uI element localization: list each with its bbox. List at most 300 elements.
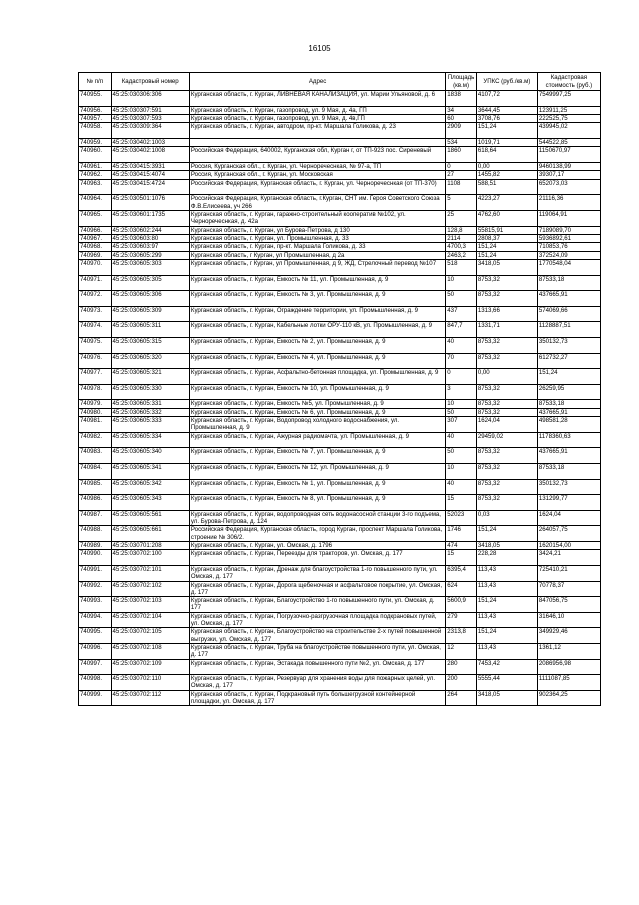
table-row xyxy=(79,123,601,139)
cell-cadastral-number: 45:25:030415:4724 xyxy=(111,179,189,195)
cell-number: 740964. xyxy=(79,195,112,211)
cell-number: 740971. xyxy=(79,275,112,291)
cell-number: 740976. xyxy=(79,353,112,369)
cell-cadastral-cost: 437665,91 xyxy=(537,448,600,464)
cell-upks: 8753,32 xyxy=(476,463,537,479)
cell-address: Курганская область, г Курган, ул Промышленная, д 9, ЖД, Стрелочный перевод №107 xyxy=(189,260,445,276)
cell-cadastral-cost: 3424,21 xyxy=(537,550,600,566)
cell-area: 2313,8 xyxy=(446,628,477,644)
cell-number: 740983. xyxy=(79,448,112,464)
cell-address: Курганская область, г. Курган, Емкость № 7, ул. Промышленная, д. 9 xyxy=(189,448,445,464)
cell-upks: 151,24 xyxy=(476,597,537,613)
cell-area: 437 xyxy=(446,306,477,322)
cell-number: 740970. xyxy=(79,260,112,276)
cell-area: 15 xyxy=(446,495,477,511)
cell-cadastral-cost: 350132,73 xyxy=(537,338,600,354)
cell-upks: 151,24 xyxy=(476,123,537,139)
cell-upks: 8753,32 xyxy=(476,353,537,369)
cell-address: Курганская область, г. Курган, Емкость № 3, ул. Промышленная, д. 9 xyxy=(189,291,445,307)
table-row xyxy=(79,171,601,179)
cell-upks: 228,28 xyxy=(476,550,537,566)
cell-cadastral-number: 45:25:030605:661 xyxy=(111,526,189,542)
cell-upks: 1313,66 xyxy=(476,306,537,322)
cell-address: Курганская область, г. Курган, Емкость № 1, ул. Промышленная, д. 9 xyxy=(189,479,445,495)
cell-number: 740974. xyxy=(79,322,112,338)
cell-upks: 8753,32 xyxy=(476,338,537,354)
cell-cadastral-number: 45:25:030605:332 xyxy=(111,408,189,416)
cell-number: 740960. xyxy=(79,147,112,163)
cell-upks: 1624,04 xyxy=(476,417,537,433)
table-row xyxy=(79,526,601,542)
cell-cadastral-number: 45:25:030605:309 xyxy=(111,306,189,322)
cell-cadastral-number: 45:25:030605:305 xyxy=(111,275,189,291)
cell-cadastral-number: 45:25:030605:333 xyxy=(111,417,189,433)
cell-address: Курганская область, г. Курган, Дренаж для благоустройства 1-го повышенного пути, ул. Омская, д. 177 xyxy=(189,565,445,581)
cell-address: Курганская область, г. Курган, ЛИВНЕВАЯ КАНАЛИЗАЦИЯ, ул. Марии Ульяновой, д. 6 xyxy=(189,91,445,107)
cell-cadastral-cost: 87533,18 xyxy=(537,275,600,291)
cell-area: 4700,3 xyxy=(446,243,477,251)
cell-number: 740988. xyxy=(79,526,112,542)
table-row xyxy=(79,432,601,448)
table-row xyxy=(79,565,601,581)
cell-cadastral-number: 45:25:030605:330 xyxy=(111,384,189,400)
cell-upks: 4762,60 xyxy=(476,210,537,226)
cell-upks: 7453,42 xyxy=(476,659,537,675)
cell-area: 40 xyxy=(446,479,477,495)
cell-upks: 3418,05 xyxy=(476,260,537,276)
cell-number: 740973. xyxy=(79,306,112,322)
cell-upks: 29459,02 xyxy=(476,432,537,448)
cell-cadastral-number: 45:25:030307:593 xyxy=(111,114,189,122)
cell-area: 307 xyxy=(446,417,477,433)
cell-number: 740977. xyxy=(79,369,112,385)
table-row xyxy=(79,338,601,354)
cell-number: 740990. xyxy=(79,550,112,566)
cell-upks: 1331,71 xyxy=(476,322,537,338)
cell-cadastral-number: 45:25:030306:306 xyxy=(111,91,189,107)
cell-address: Курганская область, г. Курган, Благоустройство на строительстве 2-х путей повышенной выгрузки, ул. Омская, д. 177 xyxy=(189,628,445,644)
cadastral-table xyxy=(78,72,601,706)
cell-cadastral-number: 45:25:030415:3931 xyxy=(111,162,189,170)
cell-area: 60 xyxy=(446,114,477,122)
cell-area: 50 xyxy=(446,448,477,464)
cell-address: Курганская область, г. Курган, ул. Омская, д. 1796 xyxy=(189,541,445,549)
cell-address: Курганская область, г. Курган, Ограждение территории, ул. Промышленная, д. 9 xyxy=(189,306,445,322)
table-row xyxy=(79,114,601,122)
cell-cadastral-cost: 437665,91 xyxy=(537,291,600,307)
cell-cadastral-number: 45:25:030603:97 xyxy=(111,243,189,251)
cell-number: 740999. xyxy=(79,690,112,706)
cell-cadastral-cost: 612732,27 xyxy=(537,353,600,369)
cell-address: Курганская область, г. Курган, гаражно-строительный кооператив №102, ул. Черноречеснкая, д. 42а xyxy=(189,210,445,226)
cell-upks: 8753,32 xyxy=(476,495,537,511)
cell-upks: 3708,76 xyxy=(476,114,537,122)
cell-number: 740967. xyxy=(79,234,112,242)
cell-address: Российская Федерация, 640002, Курганская обл, Курган г, от ТП-923 пос. Сиреневый xyxy=(189,147,445,163)
cell-upks: 113,43 xyxy=(476,643,537,659)
cell-area: 534 xyxy=(446,138,477,146)
table-row xyxy=(79,597,601,613)
cell-address: Курганская область, г. Курган, Емкость № 11, ул. Промышленная, д. 9 xyxy=(189,275,445,291)
cell-cadastral-cost: 498581,28 xyxy=(537,417,600,433)
cell-number: 740966. xyxy=(79,226,112,234)
cell-address: Российская Федерация, Курганская область, город Курган, проспект Маршала Голикова, строение № 306/2. xyxy=(189,526,445,542)
cell-upks: 8753,32 xyxy=(476,448,537,464)
table-row xyxy=(79,479,601,495)
table-row xyxy=(79,612,601,628)
cell-upks: 151,24 xyxy=(476,526,537,542)
cell-cadastral-cost: 222525,75 xyxy=(537,114,600,122)
cell-area: 27 xyxy=(446,171,477,179)
cell-cadastral-cost: 725410,21 xyxy=(537,565,600,581)
table-row xyxy=(79,179,601,195)
cell-upks: 618,64 xyxy=(476,147,537,163)
cell-cadastral-cost: 439945,02 xyxy=(537,123,600,139)
cell-cadastral-cost: 87533,18 xyxy=(537,463,600,479)
cell-upks: 8753,32 xyxy=(476,291,537,307)
cell-cadastral-number: 45:25:030701:208 xyxy=(111,541,189,549)
cell-upks: 1455,82 xyxy=(476,171,537,179)
cell-address: Курганская область, г. Курган, Асфальтно-бетонная площадка, ул. Промышленная, д. 9 xyxy=(189,369,445,385)
cell-number: 740994. xyxy=(79,612,112,628)
header-upks: УПКС (руб./кв.м) xyxy=(476,73,537,91)
cell-number: 740955. xyxy=(79,91,112,107)
cell-address: Курганская область, г Курган, ул Промышленная, д 2а xyxy=(189,251,445,259)
cell-area: 6395,4 xyxy=(446,565,477,581)
cell-upks: 0,03 xyxy=(476,510,537,526)
cell-cadastral-number: 45:25:030605:315 xyxy=(111,338,189,354)
cell-cadastral-cost: 5936892,61 xyxy=(537,234,600,242)
cell-cadastral-number: 45:25:030605:331 xyxy=(111,400,189,408)
table-row xyxy=(79,400,601,408)
cell-upks: 113,43 xyxy=(476,565,537,581)
header-area: Площадь (кв.м) xyxy=(447,74,475,89)
cell-area: 50 xyxy=(446,408,477,416)
cell-area: 70 xyxy=(446,353,477,369)
cell-upks: 8753,32 xyxy=(476,275,537,291)
cell-area: 624 xyxy=(446,581,477,597)
table-row xyxy=(79,628,601,644)
cell-upks: 8753,32 xyxy=(476,408,537,416)
cell-cadastral-number: 45:25:030309:364 xyxy=(111,123,189,139)
cell-number: 740998. xyxy=(79,675,112,691)
table-row xyxy=(79,195,601,211)
table-body xyxy=(79,91,601,706)
table-row xyxy=(79,260,601,276)
cell-upks: 588,51 xyxy=(476,179,537,195)
cell-area: 52023 xyxy=(446,510,477,526)
table-row xyxy=(79,675,601,691)
cell-cadastral-cost: 1361,12 xyxy=(537,643,600,659)
cell-number: 740981. xyxy=(79,417,112,433)
cell-address: Курганская область, г. Курган, Кабельные лотки ОРУ-110 кВ, ул. Промышленная, д. 9 xyxy=(189,322,445,338)
cell-number: 740997. xyxy=(79,659,112,675)
cell-area: 50 xyxy=(446,291,477,307)
cell-address: Курганская область, г. Курган, Подкрановый путь большегрузной контейнерной площадки, ул. Омская, д. 177 xyxy=(189,690,445,706)
cell-address: Курганская область, г. Курган, Переезды для тракторов, ул. Омская, д. 177 xyxy=(189,550,445,566)
cell-cadastral-number: 45:25:030605:303 xyxy=(111,260,189,276)
table-row xyxy=(79,463,601,479)
table-row xyxy=(79,448,601,464)
cell-area: 5 xyxy=(446,195,477,211)
cell-cadastral-cost: 847056,75 xyxy=(537,597,600,613)
cell-upks: 3418,05 xyxy=(476,541,537,549)
cell-cadastral-number: 45:25:030702:109 xyxy=(111,659,189,675)
cell-address: Курганская область, г. Курган, Емкость № 4, ул. Промышленная, д. 9 xyxy=(189,353,445,369)
cell-cadastral-number: 45:25:030605:343 xyxy=(111,495,189,511)
cell-address: Российская Федерация, Курганская область, г.Курган, СНТ им. Героя Советского Союза Ф.В.Елисеева, уч 266 xyxy=(189,195,445,211)
cell-cadastral-cost: 119064,91 xyxy=(537,210,600,226)
cell-area: 40 xyxy=(446,432,477,448)
table-row xyxy=(79,106,601,114)
cell-area: 518 xyxy=(446,260,477,276)
table-row xyxy=(79,210,601,226)
cell-cadastral-cost: 264057,75 xyxy=(537,526,600,542)
cell-address: Курганская область, г. Курган, Емкость № 12, ул. Промышленная, д. 9 xyxy=(189,463,445,479)
cell-number: 740989. xyxy=(79,541,112,549)
cell-area: 10 xyxy=(446,400,477,408)
cell-cadastral-number: 45:25:030605:306 xyxy=(111,291,189,307)
table-row xyxy=(79,138,601,146)
cell-number: 740995. xyxy=(79,628,112,644)
table-row xyxy=(79,417,601,433)
table-row xyxy=(79,541,601,549)
cell-number: 740982. xyxy=(79,432,112,448)
cell-cadastral-number: 45:25:030605:561 xyxy=(111,510,189,526)
cell-area: 474 xyxy=(446,541,477,549)
cell-area: 3 xyxy=(446,384,477,400)
cell-number: 740956. xyxy=(79,106,112,114)
cell-upks: 3418,05 xyxy=(476,690,537,706)
cell-address: Курганская область, г. Курган, Эстакада повышенного пути №2, ул. Омская, д. 177 xyxy=(189,659,445,675)
cell-cadastral-number: 45:25:030702:101 xyxy=(111,565,189,581)
cell-cadastral-number: 45:25:030602:244 xyxy=(111,226,189,234)
cell-upks: 113,43 xyxy=(476,581,537,597)
cell-address: Курганская область, г. Курган, газопровод, ул. 9 Мая, д. 4в,ГП xyxy=(189,114,445,122)
cell-area: 2114 xyxy=(446,234,477,242)
cell-cadastral-number: 45:25:030605:342 xyxy=(111,479,189,495)
cell-area: 5600,9 xyxy=(446,597,477,613)
cell-address: Курганская область, г. Курган, Резервуар для хранения воды для пожарных целей, ул. Омская, д. 177 xyxy=(189,675,445,691)
cell-cadastral-cost: 7549997,25 xyxy=(537,91,600,107)
cell-address: Курганская область, г. Курган, Труба на благоустройстве повышенного пути, ул. Омская, д. 177 xyxy=(189,643,445,659)
cell-number: 740962. xyxy=(79,171,112,179)
cell-address: Курганская область, г. Курган, ул. Промышленная, д. 33 xyxy=(189,234,445,242)
cell-address: Курганская область, г. Курган, Ажурная радиомачта, ул. Промышленная, д. 9 xyxy=(189,432,445,448)
cell-cadastral-cost: 31646,10 xyxy=(537,612,600,628)
cell-address xyxy=(189,138,445,146)
cell-area: 10 xyxy=(446,275,477,291)
table-row xyxy=(79,369,601,385)
cell-number: 740993. xyxy=(79,597,112,613)
cell-upks: 151,24 xyxy=(476,251,537,259)
cell-cadastral-number: 45:25:030605:341 xyxy=(111,463,189,479)
cell-number: 740968. xyxy=(79,243,112,251)
cell-upks: 0,00 xyxy=(476,162,537,170)
cell-number: 740992. xyxy=(79,581,112,597)
cell-number: 740991. xyxy=(79,565,112,581)
table-row xyxy=(79,550,601,566)
table-row xyxy=(79,510,601,526)
header-address: Адрес xyxy=(189,73,445,91)
cell-number: 740979. xyxy=(79,400,112,408)
cell-area: 1108 xyxy=(446,179,477,195)
cell-upks: 5555,44 xyxy=(476,675,537,691)
cell-address: Курганская область, г. Курган, Благоустройство 1-го повышенного пути, ул. Омская, д. 177 xyxy=(189,597,445,613)
cell-upks: 1019,71 xyxy=(476,138,537,146)
cell-number: 740980. xyxy=(79,408,112,416)
cell-cadastral-cost: 7189089,70 xyxy=(537,226,600,234)
table-row xyxy=(79,690,601,706)
cell-number: 740975. xyxy=(79,338,112,354)
cell-cadastral-number: 45:25:030605:320 xyxy=(111,353,189,369)
cell-area: 128,8 xyxy=(446,226,477,234)
cell-cadastral-cost: 350132,73 xyxy=(537,479,600,495)
cell-upks: 4223,27 xyxy=(476,195,537,211)
cell-address: Российская Федерация, Курганская область, г. Курган, ул. Черноречеснкая (от ТП-370) xyxy=(189,179,445,195)
page-number: 16105 xyxy=(308,44,331,53)
cell-cadastral-number: 45:25:030402:1003 xyxy=(111,138,189,146)
cell-area: 847,7 xyxy=(446,322,477,338)
cell-cadastral-cost: 2086956,98 xyxy=(537,659,600,675)
cell-cadastral-cost: 652073,03 xyxy=(537,179,600,195)
table-row xyxy=(79,643,601,659)
cell-number: 740972. xyxy=(79,291,112,307)
cell-cadastral-cost: 349929,46 xyxy=(537,628,600,644)
table-row xyxy=(79,659,601,675)
cell-address: Курганская область, г. Курган, автодром, пр-кт. Маршала Голикова, д. 23 xyxy=(189,123,445,139)
cell-cadastral-cost: 1770548,04 xyxy=(537,260,600,276)
cell-address: Курганская область, г. Курган, Погрузочно-разгрузочная площадка подкрановых путей, ул. Омская, д. 177 xyxy=(189,612,445,628)
cell-number: 740957. xyxy=(79,114,112,122)
cell-number: 740965. xyxy=(79,210,112,226)
cell-cadastral-cost: 87533,18 xyxy=(537,400,600,408)
cell-area: 25 xyxy=(446,210,477,226)
cell-address: Курганская область, г. Курган, Дорога щебеночная и асфальтовое покрытие, ул. Омская, д. 177 xyxy=(189,581,445,597)
header-cadastral-cost: Кадастровая стоимость (руб.) xyxy=(537,73,600,91)
cell-cadastral-number: 45:25:030501:1076 xyxy=(111,195,189,211)
table-row xyxy=(79,147,601,163)
cell-upks: 8753,32 xyxy=(476,400,537,408)
cell-cadastral-cost: 9460138,99 xyxy=(537,162,600,170)
cell-cadastral-cost: 437665,91 xyxy=(537,408,600,416)
cell-number: 740985. xyxy=(79,479,112,495)
cell-upks: 151,24 xyxy=(476,628,537,644)
table-row xyxy=(79,408,601,416)
cell-upks: 4107,72 xyxy=(476,91,537,107)
table-row xyxy=(79,306,601,322)
cell-number: 740969. xyxy=(79,251,112,259)
cell-cadastral-cost: 123911,25 xyxy=(537,106,600,114)
table-row xyxy=(79,581,601,597)
cell-cadastral-number: 45:25:030702:112 xyxy=(111,690,189,706)
cell-cadastral-cost: 574069,66 xyxy=(537,306,600,322)
cell-upks: 55815,91 xyxy=(476,226,537,234)
cell-number: 740987. xyxy=(79,510,112,526)
cell-cadastral-cost: 1620154,00 xyxy=(537,541,600,549)
cell-area: 0 xyxy=(446,162,477,170)
table-row xyxy=(79,322,601,338)
cell-number: 740958. xyxy=(79,123,112,139)
cell-cadastral-number: 45:25:030605:299 xyxy=(111,251,189,259)
cell-area: 279 xyxy=(446,612,477,628)
cell-cadastral-cost: 26259,95 xyxy=(537,384,600,400)
cell-cadastral-cost: 1624,04 xyxy=(537,510,600,526)
cell-cadastral-number: 45:25:030605:334 xyxy=(111,432,189,448)
cell-cadastral-number: 45:25:030605:340 xyxy=(111,448,189,464)
cell-cadastral-cost: 151,24 xyxy=(537,369,600,385)
cell-number: 740959. xyxy=(79,138,112,146)
cell-address: Курганская область, г. Курган, Водопровод холодного водоснабжения, ул. Промышленная, д. 9 xyxy=(189,417,445,433)
table-row xyxy=(79,226,601,234)
cell-area: 12 xyxy=(446,643,477,659)
cell-area: 2463,2 xyxy=(446,251,477,259)
cell-address: Курганская область, г. Курган, Емкость № 2, ул. Промышленная, д. 9 xyxy=(189,338,445,354)
cell-cadastral-number: 45:25:030605:321 xyxy=(111,369,189,385)
cell-cadastral-cost: 372524,09 xyxy=(537,251,600,259)
header-cadastral-number: Кадастровый номер xyxy=(111,73,189,91)
cell-cadastral-cost: 21116,36 xyxy=(537,195,600,211)
cell-area: 1746 xyxy=(446,526,477,542)
table-row xyxy=(79,291,601,307)
cell-address: Россия, Курганская обл., г. Курган, ул. Московская xyxy=(189,171,445,179)
table-row xyxy=(79,234,601,242)
cell-cadastral-number: 45:25:030605:311 xyxy=(111,322,189,338)
table-row xyxy=(79,162,601,170)
cell-number: 740996. xyxy=(79,643,112,659)
table-row xyxy=(79,275,601,291)
cell-upks: 3644,45 xyxy=(476,106,537,114)
cell-address: Курганская область, г. Курган, газопровод, ул. 9 Мая, д. 4а, ГП xyxy=(189,106,445,114)
cell-number: 740963. xyxy=(79,179,112,195)
cell-area: 10 xyxy=(446,463,477,479)
cell-address: Курганская область, г. Курган, водопроводная сеть водонасосной станции 3-го подъема, ул. Бурова-Петрова, д. 124 xyxy=(189,510,445,526)
cell-address: Курганская область, г. Курган, Емкость № 6, ул. Промышленная, д. 9 xyxy=(189,408,445,416)
cell-cadastral-number: 45:25:030603:80 xyxy=(111,234,189,242)
cell-upks: 151,24 xyxy=(476,243,537,251)
cell-cadastral-cost: 1150670,97 xyxy=(537,147,600,163)
cell-cadastral-cost: 902364,25 xyxy=(537,690,600,706)
cell-address: Курганская область, г. Курган, Емкость №5, ул. Промышленная, д. 9 xyxy=(189,400,445,408)
cell-cadastral-number: 45:25:030307:591 xyxy=(111,106,189,114)
cell-number: 740961. xyxy=(79,162,112,170)
cell-cadastral-number: 45:25:030702:100 xyxy=(111,550,189,566)
cell-area: 1860 xyxy=(446,147,477,163)
cell-address: Россия, Курганская обл., г. Курган, ул. Черноречеснкая, № 97-а, ТП xyxy=(189,162,445,170)
cell-address: Курганская область, г. Курган, Емкость № 10, ул. Промышленная, д. 9 xyxy=(189,384,445,400)
table-row xyxy=(79,384,601,400)
table-row xyxy=(79,91,601,107)
cell-cadastral-number: 45:25:030601:1735 xyxy=(111,210,189,226)
cell-cadastral-number: 45:25:030402:1008 xyxy=(111,147,189,163)
cell-upks: 0,00 xyxy=(476,369,537,385)
cell-address: Курганская область, г. Курган, ул Бурова-Петрова, д 130 xyxy=(189,226,445,234)
header-number: № п/п xyxy=(79,73,112,91)
cell-area: 2909 xyxy=(446,123,477,139)
table-row xyxy=(79,495,601,511)
cell-upks: 8753,32 xyxy=(476,384,537,400)
cell-cadastral-number: 45:25:030702:104 xyxy=(111,612,189,628)
cell-upks: 113,43 xyxy=(476,612,537,628)
cell-area: 1838 xyxy=(446,91,477,107)
cell-area: 15 xyxy=(446,550,477,566)
cell-area: 280 xyxy=(446,659,477,675)
cell-cadastral-cost: 1111087,85 xyxy=(537,675,600,691)
cell-upks: 2808,37 xyxy=(476,234,537,242)
cell-address: Курганская область, г. Курган, пр-кт. Маршала Голикова, д. 33 xyxy=(189,243,445,251)
cell-area: 40 xyxy=(446,338,477,354)
cell-number: 740984. xyxy=(79,463,112,479)
